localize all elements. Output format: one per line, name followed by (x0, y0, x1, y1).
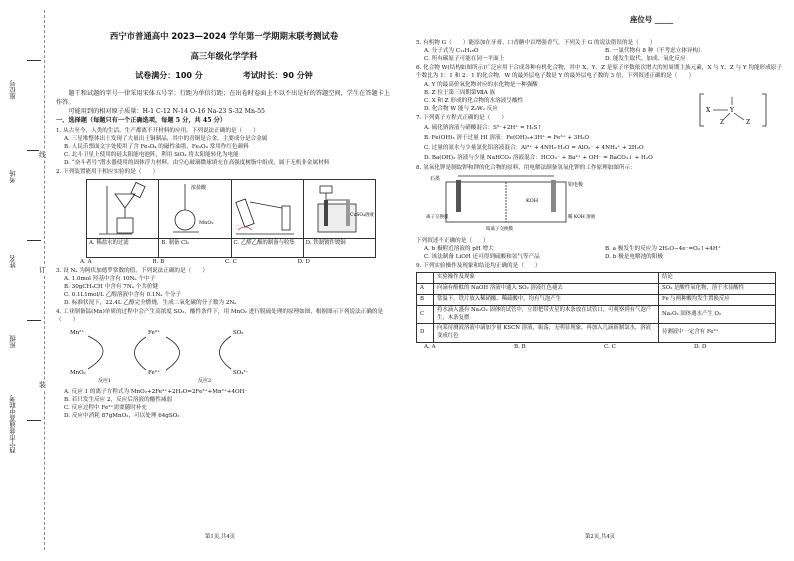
atom-y: Y (730, 107, 734, 115)
caption: B. 制备 Cl₂ (159, 239, 231, 257)
answer-choice: B. B (514, 343, 526, 350)
option: C. 0.1L1mol/L 乙醇溶液中含有 0.1Nₐ 个分子 (64, 292, 182, 298)
left-page (56, 8, 392, 420)
school-blank-line (27, 420, 41, 421)
label-lead: 铅电极 (568, 181, 584, 188)
option: B. a 极发生的反应为 2H₂O−4e⁻=O₂↑+4H⁺ (605, 245, 721, 252)
sidebar-label-name: 姓名 (9, 255, 17, 268)
question-3 (56, 267, 392, 308)
experiment-table (416, 272, 776, 343)
question-stem: 1. 从古至今，人类的生活、生产都离不开材料的应用，下列说法正确的是（ ） (56, 127, 259, 134)
option: B. 一氯代物有 8 种（不考虑立体异构） (605, 48, 704, 55)
sidebar-label-seat: 座位号 (9, 80, 17, 100)
caption: D. 铁制镀件镀铜 (305, 239, 346, 246)
exam-meta (56, 70, 392, 82)
answer-choice: D. D (694, 343, 707, 350)
option: C. 北斗卫星上使用的硅太阳能电池阵，利用 SiO₂ 将太阳能转化为电能 (64, 152, 239, 159)
table-cell: 向滴有酚酞的 NaOH 溶液中通入 SO₂ 溶液红色褪去 (434, 284, 659, 295)
table-cell: D (417, 324, 434, 343)
atom-z2: Z (720, 119, 725, 127)
binding-dashed-line (44, 10, 45, 550)
desulfurization-cycle-diagram (68, 324, 268, 384)
caption: C. 乙醛乙酯的制备与收集 (232, 239, 304, 257)
table-row (417, 324, 776, 343)
table-cell: Na₂O₂ 固体遇水产生 O₂ (659, 305, 776, 324)
option: C. X 和 Z 形成的化合物的水溶液呈酸性 (424, 97, 524, 104)
caption: A. 稀盐水的过滤 (87, 239, 159, 257)
label-dilute-koh: 稀 KOH 溶液 (568, 214, 596, 220)
answer-choice: A. A (424, 343, 436, 350)
figure-chlorine (159, 180, 231, 238)
question-5 (416, 39, 786, 63)
label-mno2: MnO₂ (70, 370, 86, 377)
label-cation-membrane: 阳离子交换膜 (486, 226, 513, 232)
option: A. 反应 1 的离子方程式为 MnO₂+2Fe²⁺+2H₂O=2Fe³⁺+Mn²⁺+4OH⁻ (64, 388, 248, 395)
option: D. 化合物 W 能与 Z₂W₂ 反应 (424, 105, 498, 112)
table-cell: 待测液中一定含有 Fe²⁺ (659, 324, 776, 343)
table-cell: 将水滴入盛有 Na₂O₂ 固体的试管中，立即把带火星的木条放在试管口，可观察到有气泡产生，木条复燃 (434, 305, 659, 324)
label-fe2: Fe²⁺ (148, 370, 160, 377)
option: D. “奋斗者号”潜水器使用的固体浮力材料，由空心玻璃微球填充在高强度树脂中组成，属于无机非金属材料 (64, 160, 330, 167)
option: D. 反应中消耗 87gMnO₂，可以处理 64gSO₂ (64, 412, 180, 419)
question-4 (56, 308, 392, 420)
seat-blank-line (27, 60, 41, 61)
sidebar-label-school: 西宁市普通高中联考 (9, 395, 17, 454)
label-graphite: 石墨 (430, 175, 441, 182)
label-koh: KOH (526, 197, 539, 204)
option: B. 30gCH₃CH 中含有 7Nₐ 个共价键 (64, 283, 159, 290)
label-hcl: 浓盐酸 (191, 184, 207, 191)
seat-number-field: 座位号 _____ (630, 15, 674, 24)
question-8 (416, 164, 786, 262)
question-stem: 6. 化合物 W(结构如图所示)广泛应用于合成各种有机化合物，其中 X、Y、Z 是原子序数依次增大的短周期主族元素，X 与 Y、Z 与 Y 均能形成原子个数比为 1：1 和 2：1 的化合物，W 的最外层电子数是 Y 的最外层电子数的 3 倍，下列叙述正确的是（ ） (416, 65, 782, 80)
question-substem: 下列叙述不正确的是（ ） (416, 237, 489, 244)
answer-choice: C. C (604, 343, 616, 350)
question-stem: 7. 下列离子方程式正确的是（ ） (416, 114, 508, 121)
electroplating-icon (304, 180, 374, 238)
option: C. 过量的氨水与少量氯化铝溶液混合：Al³⁺ + 4NH₃·H₂O = AlO₂⁻ + 4NH₄⁺ + 2H₂O (424, 145, 644, 152)
exam-subject: 高三年级化学学科 (190, 51, 258, 62)
table-cell: 常温下，铁片放入稀硝酸、稀硫酸中，均有气泡产生 (434, 294, 659, 305)
option: A. Y 的最高价氧化物对应的水化物是一种强酸 (424, 81, 538, 88)
label-cuso4: CuSO₄溶液 (349, 212, 374, 218)
table-cell: C (417, 305, 434, 324)
figure-plating (304, 180, 375, 238)
option: A. 三星堆整体出土发现了大量出土铜制品，其中的青铜是合金，主要成分是合金属 (64, 136, 268, 143)
table-cell: SO₂ 是酸性氧化物，溶于水显酸性 (659, 284, 776, 295)
option: B. 人民币票面文字处使用了含 Fe₃O₄ 的磁性油墨，Fe₃O₄ 常用作红色颜料 (64, 144, 249, 151)
intro-line: 可能用到的相对原子质量：H-1 C-12 N-14 O-16 Na-23 S-32 Mn-55 (56, 107, 265, 115)
electrolysis-cell-diagram (426, 172, 626, 234)
page-footer-left: 第1页,共4页 (205, 534, 236, 540)
option: C. 反应过程中 Fe³⁺需要随时补充 (64, 404, 148, 411)
full-score: 试卷满分：100 分 (135, 71, 203, 81)
option: D. Ba(OH)₂ 溶液与少量 NaHCO₃ 溶液混合：HCO₃⁻ + Ba²⁺ + OH⁻ = BaCO₃↓ + H₂O (424, 155, 653, 162)
answer-choice: C. C (225, 258, 237, 265)
question-1 (56, 127, 392, 168)
option: C. 所有碳原子可能在同一平面上 (424, 56, 505, 63)
table-cell: 向某待测液溶液中滴加少量 KSCN 溶液，振荡，无明显现象，再加入几滴新制氯水，溶液变成红色 (434, 324, 659, 343)
option: A. 硫化钠溶液与硝酸混合：S²⁻+2H⁺ = H₂S↑ (424, 125, 543, 132)
question-stem: 3. 设 Nₐ 为阿伏加德罗常数的值，下列说法正确的是（ ） (56, 267, 208, 274)
option: A. b 极附近溶液的 pH 增大 (424, 245, 494, 252)
class-blank-line (27, 320, 41, 321)
answer-choice: A. A (80, 258, 92, 265)
table-row (417, 284, 776, 295)
answer-choice: D. D (297, 258, 310, 265)
option: A. 1.0mol 羟基中含有 10Nₐ 个中子 (64, 275, 156, 282)
option: D. 标准状况下，22.4L 乙醇完全燃烧，生成二氧化碳的分子数为 2Nₐ (64, 300, 237, 307)
question-9 (416, 262, 786, 351)
page-footer-right: 第2页,共4页 (585, 534, 616, 540)
label-fe3: Fe³⁺ (148, 330, 160, 337)
option: C. 该法制备 LiOH 还可得到硫酸和氢气等产品 (424, 253, 540, 260)
compound-w-structure (696, 90, 776, 130)
apparatus-figures (86, 179, 376, 239)
name-blank-line (27, 240, 41, 241)
table-header-row (417, 273, 776, 284)
table-header-cell (417, 273, 434, 284)
binding-char-ding: 订 (39, 266, 46, 274)
label-mno2: MnO₂ (199, 219, 214, 226)
question-stem: 5. 有机物 G（ ）能添加在牙膏、口香糖中以增强香气，下列关于 G 的说法错误的是（ ） (416, 40, 656, 46)
binding-char-zhuang: 装 (39, 381, 46, 389)
label-exchange-membrane: 离子交换膜 (426, 214, 449, 220)
filtration-apparatus-icon (87, 180, 157, 238)
question-2 (56, 168, 392, 265)
option: D. 能发生取代、加成、氧化反应 (605, 56, 686, 63)
atom-x: X (706, 107, 711, 115)
ester-apparatus-icon (232, 180, 302, 238)
question-stem: 2. 下列装置能用于相应实验的是（ ） (56, 169, 159, 176)
question-stem: 8. 氢氧化钾是制取钾和钾的化合物的原料，用电解法制备氢氧化钾的工作原理如图所示： (416, 164, 636, 171)
label-so4: SO₄²⁻ (233, 370, 249, 377)
exam-duration: 考试时长：90 分钟 (242, 71, 313, 81)
binding-char-xian: 线 (39, 151, 46, 159)
intro-line: 题干和试题的字号一律采用宋体五号字；行距为单倍行距；在出卷时卷面上不以不出是好的答题空间，学生在答题卡上作答。 (56, 89, 391, 106)
table-cell: B (417, 294, 434, 305)
sidebar-label-class: 班级 (9, 335, 17, 348)
label-reaction1: 反应1 (98, 378, 112, 385)
option: A. 分子式为 C₁₁H₁₈O (424, 48, 479, 55)
table-row (417, 305, 776, 324)
section-heading: 一、选择题（每题只有一个正确选项，每题 5 分，共 45 分） (56, 116, 227, 124)
figure-ester (232, 180, 304, 238)
figure-filtration (87, 180, 159, 238)
atom-z: Z (746, 119, 751, 127)
answer-choice: B. B (152, 258, 165, 265)
table-cell: Fe 与两种酸均发生置换反应 (659, 294, 776, 305)
table-header-cell: 结论 (659, 273, 776, 284)
label-so2: SO₂ (233, 330, 244, 337)
sidebar-label-room: 考场 (9, 170, 17, 183)
figure-captions (86, 239, 376, 258)
option: B. Fe(OH)₃ 溶于过量 HI 溶液：Fe(OH)₃+3H⁺ = Fe³⁺ + 3H₂O (424, 135, 590, 142)
table-row (417, 294, 776, 305)
option: B. 若只发生反应 2，反应后溶液的酸性减弱 (64, 396, 173, 403)
question-stem: 9. 下列实验操作及现象和结论均正确的是（ ） (416, 263, 541, 270)
label-mn2: Mn²⁺ (70, 330, 85, 337)
table-header-cell: 实验操作及现象 (434, 273, 659, 284)
exam-title: 西宁市普通高中 2023—2024 学年第一学期期末联考测试卷 (109, 31, 339, 41)
table-cell: A (417, 284, 434, 295)
chlorine-generator-icon (159, 180, 229, 238)
option: B. Z 位于第三周期第ⅦA 族 (424, 89, 496, 96)
option: D. b 极是电解池的阳极 (605, 253, 663, 260)
question-stem: 4. 工业制备锰(Mn)单质的过程中会产生高浓度 SO₂，酸性条件下，用 MnO₂ 进行脱硫处理的原理如图，根据图示下列说法正确的是（ ） (56, 309, 384, 324)
right-page (416, 38, 786, 351)
label-reaction2: 反应2 (198, 378, 212, 385)
